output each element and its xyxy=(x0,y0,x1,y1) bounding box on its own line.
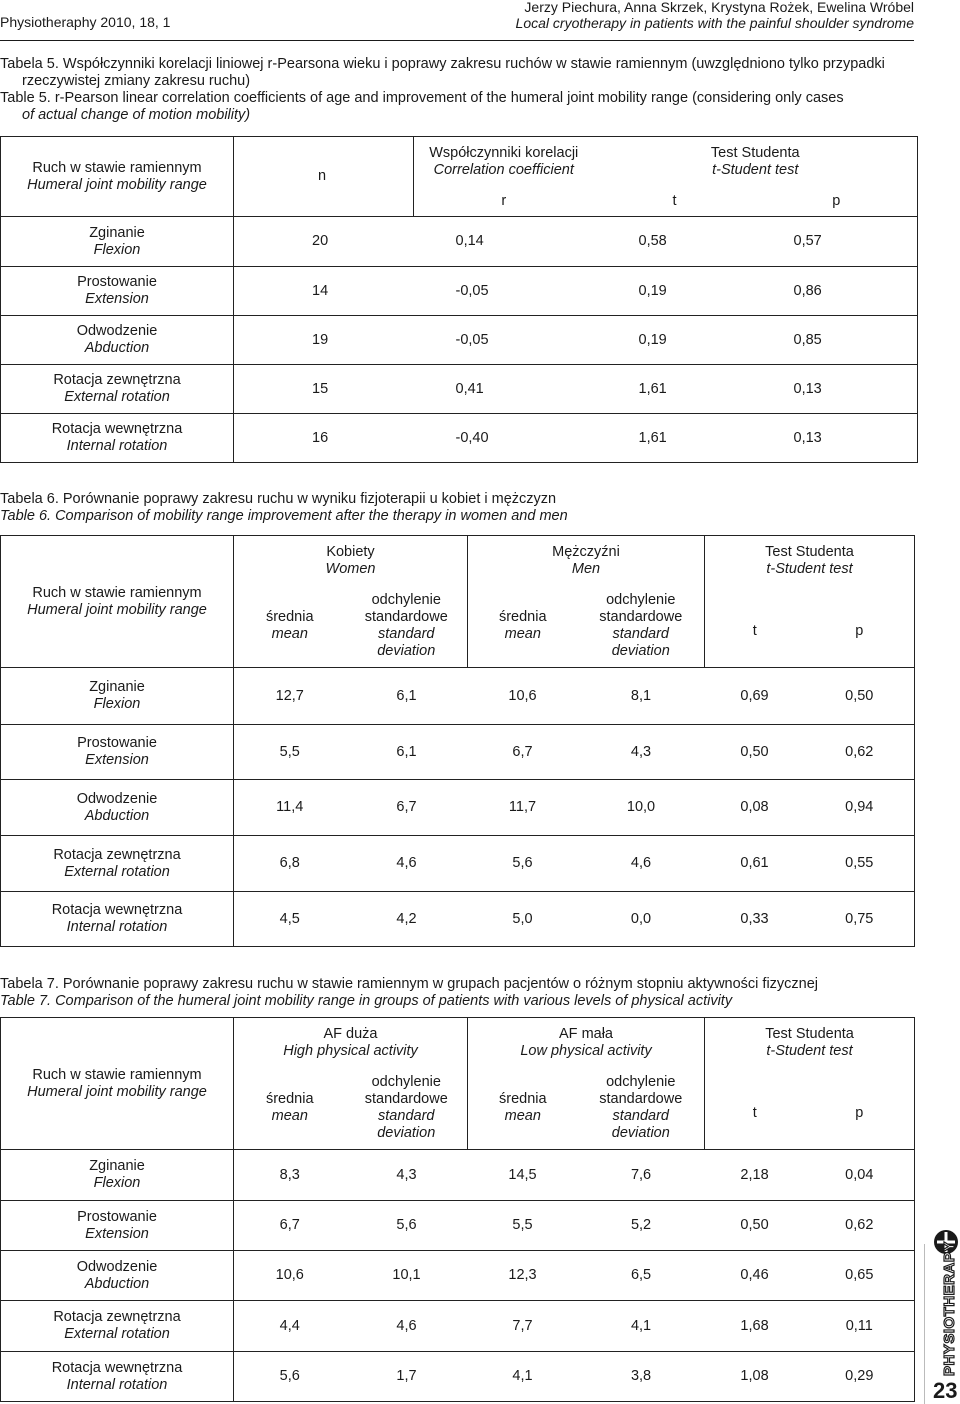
table5-caption-pl-1: Tabela 5. Współczynniki korelacji liniowej r-Pearsona wieku i poprawy zakresu ruchów w stawie ramiennym (uwzględniono tylko przypadki xyxy=(0,56,885,72)
cell-value: 10,0 xyxy=(578,780,705,836)
table-row xyxy=(1,725,915,780)
cell-n: 15 xyxy=(234,365,414,414)
cell-value: 0,62 xyxy=(805,1201,915,1251)
table5-head-corr: Współczynniki korelacji Correlation coefficient xyxy=(414,137,594,187)
cell-value: 1,7 xyxy=(346,1352,468,1402)
cell-value: 8,1 xyxy=(578,668,705,725)
cell-value: 4,6 xyxy=(346,1301,468,1352)
cell-value: 0,50 xyxy=(705,725,805,780)
table5-caption xyxy=(0,56,914,124)
cell-value: 0,46 xyxy=(705,1251,805,1301)
cell-value: 4,2 xyxy=(346,892,468,947)
cell-value: 14,5 xyxy=(468,1150,578,1201)
authors: Jerzy Piechura, Anna Skrzek, Krystyna Rożek, Ewelina Wróbel xyxy=(524,0,914,15)
cell-r: 0,14 xyxy=(414,217,594,267)
row-label: Zginanie Flexion xyxy=(1,217,234,267)
row-label: Rotacja zewnętrzna External rotation xyxy=(1,836,234,892)
table5-head-n: n xyxy=(234,137,414,217)
table5-sub-r: r xyxy=(414,187,594,217)
row-label: Odwodzenie Abduction xyxy=(1,780,234,836)
table6-head-test: Test Studenta t-Student test xyxy=(705,536,915,586)
table7-caption-pl: Tabela 7. Porównanie poprawy zakresu ruchu w stawie ramiennym w grupach pacjentów o różnym stopniu aktywności fizycznej xyxy=(0,976,819,992)
cell-value: 7,6 xyxy=(578,1150,705,1201)
journal-citation: Physiotheraphy 2010, 18, 1 xyxy=(0,14,171,30)
cell-value: 0,50 xyxy=(805,668,915,725)
head-mean: średnia mean xyxy=(468,586,578,668)
cell-value: 3,8 xyxy=(578,1352,705,1402)
cell-value: 0,04 xyxy=(805,1150,915,1201)
cell-value: 0,29 xyxy=(805,1352,915,1402)
cell-value: 8,3 xyxy=(234,1150,346,1201)
cell-value: 0,55 xyxy=(805,836,915,892)
table7 xyxy=(0,1017,915,1402)
table7-caption xyxy=(0,976,914,1010)
cell-t: 0,58 xyxy=(594,217,756,267)
table5-caption-pl-2: rzeczywistej zmiany zakresu ruchu) xyxy=(22,73,251,89)
table-row xyxy=(1,1301,915,1352)
cell-value: 0,75 xyxy=(805,892,915,947)
cell-value: 0,08 xyxy=(705,780,805,836)
cell-value: 12,7 xyxy=(234,668,346,725)
cell-value: 0,0 xyxy=(578,892,705,947)
table7-head-group2: AF mała Low physical activity xyxy=(468,1018,705,1068)
cell-value: 6,1 xyxy=(346,725,468,780)
table5-sub-p: p xyxy=(756,187,918,217)
cell-value: 10,1 xyxy=(346,1251,468,1301)
cell-t: 0,19 xyxy=(594,267,756,316)
cell-t: 1,61 xyxy=(594,414,756,463)
table-row xyxy=(1,892,915,947)
page-number: 23 xyxy=(933,1378,958,1403)
head-sd: odchylenie standardowe standard deviation xyxy=(578,1068,705,1150)
cell-value: 6,1 xyxy=(346,668,468,725)
cell-value: 6,5 xyxy=(578,1251,705,1301)
table-row xyxy=(1,267,918,316)
cell-value: 4,4 xyxy=(234,1301,346,1352)
cell-value: 1,68 xyxy=(705,1301,805,1352)
cell-value: 0,33 xyxy=(705,892,805,947)
table5-caption-en-1: Table 5. r-Pearson linear correlation coefficients of age and improvement of the humeral joint mobility range (considering only cases xyxy=(0,90,844,106)
row-label: Prostowanie Extension xyxy=(1,267,234,316)
head-t: t xyxy=(705,1068,805,1150)
cell-value: 4,6 xyxy=(346,836,468,892)
article-title: Local cryotherapy in patients with the painful shoulder syndrome xyxy=(515,15,914,31)
cell-value: 6,7 xyxy=(468,725,578,780)
table-row xyxy=(1,780,915,836)
cell-value: 1,08 xyxy=(705,1352,805,1402)
head-mean: średnia mean xyxy=(234,1068,346,1150)
table-row xyxy=(1,1251,915,1301)
cell-value: 10,6 xyxy=(234,1251,346,1301)
table5-caption-en-2: of actual change of motion mobility) xyxy=(22,107,251,123)
row-label: Zginanie Flexion xyxy=(1,668,234,725)
cell-value: 6,7 xyxy=(346,780,468,836)
cell-n: 14 xyxy=(234,267,414,316)
cell-r: 0,41 xyxy=(414,365,594,414)
row-label: Odwodzenie Abduction xyxy=(1,1251,234,1301)
cell-value: 6,8 xyxy=(234,836,346,892)
table6-caption-en: Table 6. Comparison of mobility range improvement after the therapy in women and men xyxy=(0,508,568,524)
head-mean: średnia mean xyxy=(468,1068,578,1150)
head-p: p xyxy=(805,586,915,668)
row-label: Rotacja wewnętrzna Internal rotation xyxy=(1,1352,234,1402)
cell-value: 5,0 xyxy=(468,892,578,947)
cell-value: 4,5 xyxy=(234,892,346,947)
row-label: Rotacja zewnętrzna External rotation xyxy=(1,365,234,414)
cell-r: -0,40 xyxy=(414,414,594,463)
table6-head-group2: Mężczyźni Men xyxy=(468,536,705,586)
table-row xyxy=(1,836,915,892)
cell-value: 0,62 xyxy=(805,725,915,780)
cell-p: 0,86 xyxy=(756,267,918,316)
cell-value: 0,50 xyxy=(705,1201,805,1251)
cell-value: 5,2 xyxy=(578,1201,705,1251)
row-label: Rotacja wewnętrzna Internal rotation xyxy=(1,892,234,947)
cell-value: 0,11 xyxy=(805,1301,915,1352)
table6-caption-pl: Tabela 6. Porównanie poprawy zakresu ruchu w wyniku fizjoterapii u kobiet i mężczyzn xyxy=(0,491,557,507)
table7-head-group1: AF duża High physical activity xyxy=(234,1018,468,1068)
table-row xyxy=(1,316,918,365)
cell-n: 20 xyxy=(234,217,414,267)
cell-value: 4,1 xyxy=(578,1301,705,1352)
cell-value: 5,6 xyxy=(346,1201,468,1251)
head-sd: odchylenie standardowe standard deviation xyxy=(346,1068,468,1150)
cell-value: 10,6 xyxy=(468,668,578,725)
header-rule xyxy=(0,40,914,41)
table5-head-test: Test Studenta t-Student test xyxy=(594,137,918,187)
cell-value: 5,6 xyxy=(234,1352,346,1402)
cell-n: 19 xyxy=(234,316,414,365)
head-sd: odchylenie standardowe standard deviation xyxy=(346,586,468,668)
cell-value: 2,18 xyxy=(705,1150,805,1201)
cell-value: 4,3 xyxy=(578,725,705,780)
table7-caption-en: Table 7. Comparison of the humeral joint mobility range in groups of patients with various levels of physical activity xyxy=(0,993,733,1009)
cell-value: 0,65 xyxy=(805,1251,915,1301)
cell-t: 0,19 xyxy=(594,316,756,365)
cell-r: -0,05 xyxy=(414,267,594,316)
head-mean: średnia mean xyxy=(234,586,346,668)
cell-value: 5,5 xyxy=(468,1201,578,1251)
running-header xyxy=(516,0,914,31)
cell-value: 11,7 xyxy=(468,780,578,836)
table6-head-motion: Ruch w stawie ramiennym Humeral joint mobility range xyxy=(1,536,234,668)
table6-caption xyxy=(0,491,914,525)
table5-sub-t: t xyxy=(594,187,756,217)
cell-value: 4,6 xyxy=(578,836,705,892)
cell-value: 4,1 xyxy=(468,1352,578,1402)
cell-value: 0,61 xyxy=(705,836,805,892)
table-row xyxy=(1,414,918,463)
row-label: Rotacja wewnętrzna Internal rotation xyxy=(1,414,234,463)
row-label: Rotacja zewnętrzna External rotation xyxy=(1,1301,234,1352)
head-t: t xyxy=(705,586,805,668)
table-row xyxy=(1,365,918,414)
head-p: p xyxy=(805,1068,915,1150)
cell-p: 0,13 xyxy=(756,414,918,463)
head-sd: odchylenie standardowe standard deviation xyxy=(578,586,705,668)
table-row xyxy=(1,1201,915,1251)
table5 xyxy=(0,136,918,463)
table-row xyxy=(1,217,918,267)
table5-head-motion: Ruch w stawie ramiennym Humeral joint mobility range xyxy=(1,137,234,217)
cell-t: 1,61 xyxy=(594,365,756,414)
table6-head-group1: Kobiety Women xyxy=(234,536,468,586)
table6 xyxy=(0,535,915,947)
cell-value: 0,94 xyxy=(805,780,915,836)
cell-value: 6,7 xyxy=(234,1201,346,1251)
cell-value: 7,7 xyxy=(468,1301,578,1352)
table7-head-test: Test Studenta t-Student test xyxy=(705,1018,915,1068)
cell-p: 0,57 xyxy=(756,217,918,267)
cell-value: 12,3 xyxy=(468,1251,578,1301)
cell-p: 0,13 xyxy=(756,365,918,414)
cell-r: -0,05 xyxy=(414,316,594,365)
row-label: Prostowanie Extension xyxy=(1,1201,234,1251)
table-row xyxy=(1,1352,915,1402)
table7-head-motion: Ruch w stawie ramiennym Humeral joint mobility range xyxy=(1,1018,234,1150)
row-label: Odwodzenie Abduction xyxy=(1,316,234,365)
side-rule xyxy=(924,1244,925,1404)
logo-text: PHYSIOTHERAPY xyxy=(941,1241,958,1376)
table-row xyxy=(1,668,915,725)
table-row xyxy=(1,1150,915,1201)
cell-value: 5,6 xyxy=(468,836,578,892)
row-label: Zginanie Flexion xyxy=(1,1150,234,1201)
cell-value: 4,3 xyxy=(346,1150,468,1201)
cell-value: 5,5 xyxy=(234,725,346,780)
cell-value: 11,4 xyxy=(234,780,346,836)
row-label: Prostowanie Extension xyxy=(1,725,234,780)
cell-n: 16 xyxy=(234,414,414,463)
cell-p: 0,85 xyxy=(756,316,918,365)
cell-value: 0,69 xyxy=(705,668,805,725)
